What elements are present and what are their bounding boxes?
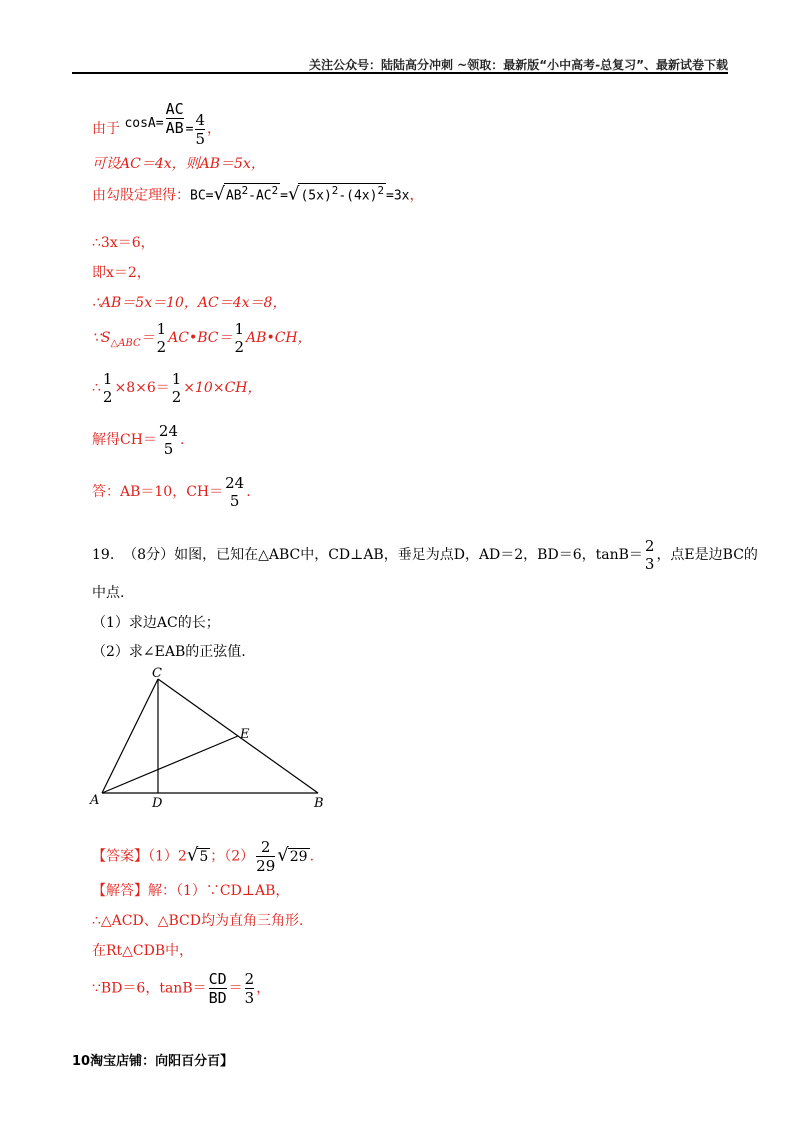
t: ∵S xyxy=(92,330,111,346)
t: AC•BC＝ xyxy=(168,330,233,346)
solution-line-8 xyxy=(92,370,262,406)
t: （1）2 xyxy=(148,848,187,865)
label-b: B xyxy=(314,796,324,811)
question-19-line-1 xyxy=(92,537,758,573)
fraction-half xyxy=(157,320,167,356)
radicand-2 xyxy=(298,183,386,203)
text: 由勾股定理得： xyxy=(92,187,190,204)
den: 2 xyxy=(171,388,182,406)
solution-line-2: 可设AC＝4x，则AB＝5x， xyxy=(92,156,265,172)
radicand: 5 xyxy=(199,848,209,865)
fraction-2-29 xyxy=(256,838,275,875)
fraction-24-5 xyxy=(159,422,178,458)
radicand: 29 xyxy=(289,848,308,865)
den: 5 xyxy=(229,492,240,510)
page-footer xyxy=(72,1050,233,1069)
fraction-half xyxy=(235,320,245,356)
triangle-diagram xyxy=(88,664,338,814)
num: 4 xyxy=(195,110,206,129)
t: ×8×6＝ xyxy=(114,380,170,396)
solution-line-10 xyxy=(92,474,251,510)
solution-line-5: 即x＝2， xyxy=(92,265,151,281)
t: 解：（1）∵CD⊥AB， xyxy=(148,883,290,899)
analysis-line-1 xyxy=(92,880,289,900)
label-c: C xyxy=(152,666,162,681)
question-19-part-1: （1）求边AC的长； xyxy=(92,615,220,631)
radicand-1 xyxy=(224,183,280,203)
num: 2 xyxy=(260,838,271,856)
page-number: 10 xyxy=(72,1054,91,1069)
sup: 2 xyxy=(377,184,384,197)
solution-line-9 xyxy=(92,422,184,458)
side-ac xyxy=(102,679,158,793)
sub: △ABC xyxy=(110,337,141,349)
t: ＝ xyxy=(228,980,243,997)
t: AB•CH， xyxy=(246,330,312,346)
t: ，点E是边BC的 xyxy=(656,547,758,563)
num: CD xyxy=(208,970,227,988)
solution-line-1 xyxy=(92,100,221,148)
fraction-ac-ab xyxy=(166,100,184,137)
fraction-half xyxy=(172,370,182,406)
fraction-cd-bd xyxy=(209,970,227,1007)
t: ； xyxy=(210,848,225,865)
solution-line-4: ∴3x＝6， xyxy=(92,235,155,251)
page-header-text: 关注公众号：陆陆高分冲刺 ~领取：最新版“小中高考-总复习”、最新试卷下载 xyxy=(309,58,728,72)
label-a: A xyxy=(90,793,100,808)
num: 2 xyxy=(644,537,655,555)
fraction-2-3 xyxy=(645,537,655,573)
expr: BC= xyxy=(190,188,214,204)
num: AC xyxy=(165,100,184,118)
t: AB xyxy=(225,188,242,204)
solution-line-7 xyxy=(92,320,312,356)
t: ， xyxy=(256,980,271,997)
num: 1 xyxy=(102,370,113,388)
t: （8分）如图，已知在△ABC中，CD⊥AB，垂足为点D，AD＝2，BD＝6，tanB＝ xyxy=(123,547,643,563)
expr: =3x xyxy=(386,188,410,204)
num: 2 xyxy=(244,970,255,988)
den: 3 xyxy=(644,555,655,573)
den: AB xyxy=(165,119,184,137)
den: 2 xyxy=(156,338,167,356)
t: 答：AB＝10，CH＝ xyxy=(92,484,224,500)
den: 5 xyxy=(163,440,174,458)
den: 5 xyxy=(195,129,206,148)
solution-line-6: ∴AB＝5x＝10，AC＝4x＝8， xyxy=(92,295,287,311)
analysis-line-4 xyxy=(92,970,270,1007)
question-19-part-2: （2）求∠EAB的正弦值. xyxy=(92,644,246,660)
question-number: 19. xyxy=(92,547,115,563)
answer-line xyxy=(92,838,314,875)
num: 1 xyxy=(171,370,182,388)
t: ∵BD＝6，tanB＝ xyxy=(92,980,207,997)
sup: 2 xyxy=(271,184,279,197)
text: ， xyxy=(207,121,222,137)
footer-text: 淘宝店铺：向阳百分百】 xyxy=(90,1054,234,1069)
den: 29 xyxy=(256,857,276,875)
den: BD xyxy=(208,989,227,1007)
t: -(4x) xyxy=(338,188,378,204)
t: . xyxy=(309,848,315,865)
t: . xyxy=(180,432,185,448)
sqrt-icon: √ xyxy=(213,183,225,205)
sqrt-icon: √ xyxy=(186,844,199,866)
sup: 2 xyxy=(331,184,339,197)
den: 2 xyxy=(234,338,245,356)
solution-line-3 xyxy=(92,183,423,204)
fraction-24-5 xyxy=(225,474,244,510)
sup: 2 xyxy=(241,184,249,197)
t: ×10×CH， xyxy=(183,380,262,396)
num: 1 xyxy=(156,320,167,338)
sqrt-icon: √ xyxy=(288,183,300,205)
segment-ae xyxy=(102,736,238,793)
fraction-2-3 xyxy=(245,970,255,1007)
fraction-4-5 xyxy=(195,111,205,148)
den: 3 xyxy=(244,989,255,1007)
t: ∴ xyxy=(92,380,101,396)
t: (5x) xyxy=(300,188,332,204)
label-e: E xyxy=(240,727,250,742)
t: 解得CH＝ xyxy=(92,432,157,448)
label-d: D xyxy=(152,796,163,811)
t: ＝ xyxy=(140,330,155,346)
answer-label: 【答案】 xyxy=(92,848,148,865)
num: 24 xyxy=(225,474,245,492)
analysis-label: 【解答】 xyxy=(92,883,148,899)
fraction-half xyxy=(103,370,113,406)
den: 2 xyxy=(102,388,113,406)
t: （2） xyxy=(224,848,255,865)
question-19-line-2: 中点. xyxy=(92,585,125,601)
expr: = xyxy=(280,188,288,204)
eq: = xyxy=(185,122,194,137)
num: 24 xyxy=(158,422,179,440)
text: ， xyxy=(409,187,424,204)
sqrt-icon: √ xyxy=(277,844,289,866)
t: . xyxy=(246,484,251,500)
header-divider xyxy=(72,72,728,74)
text: 由于 xyxy=(92,121,120,137)
num: 1 xyxy=(234,320,245,338)
analysis-line-2: ∴△ACD、△BCD均为直角三角形. xyxy=(92,913,304,929)
analysis-line-3: 在Rt△CDB中， xyxy=(92,943,194,959)
t: -AC xyxy=(248,188,272,204)
cos-text: cosA= xyxy=(124,116,164,131)
